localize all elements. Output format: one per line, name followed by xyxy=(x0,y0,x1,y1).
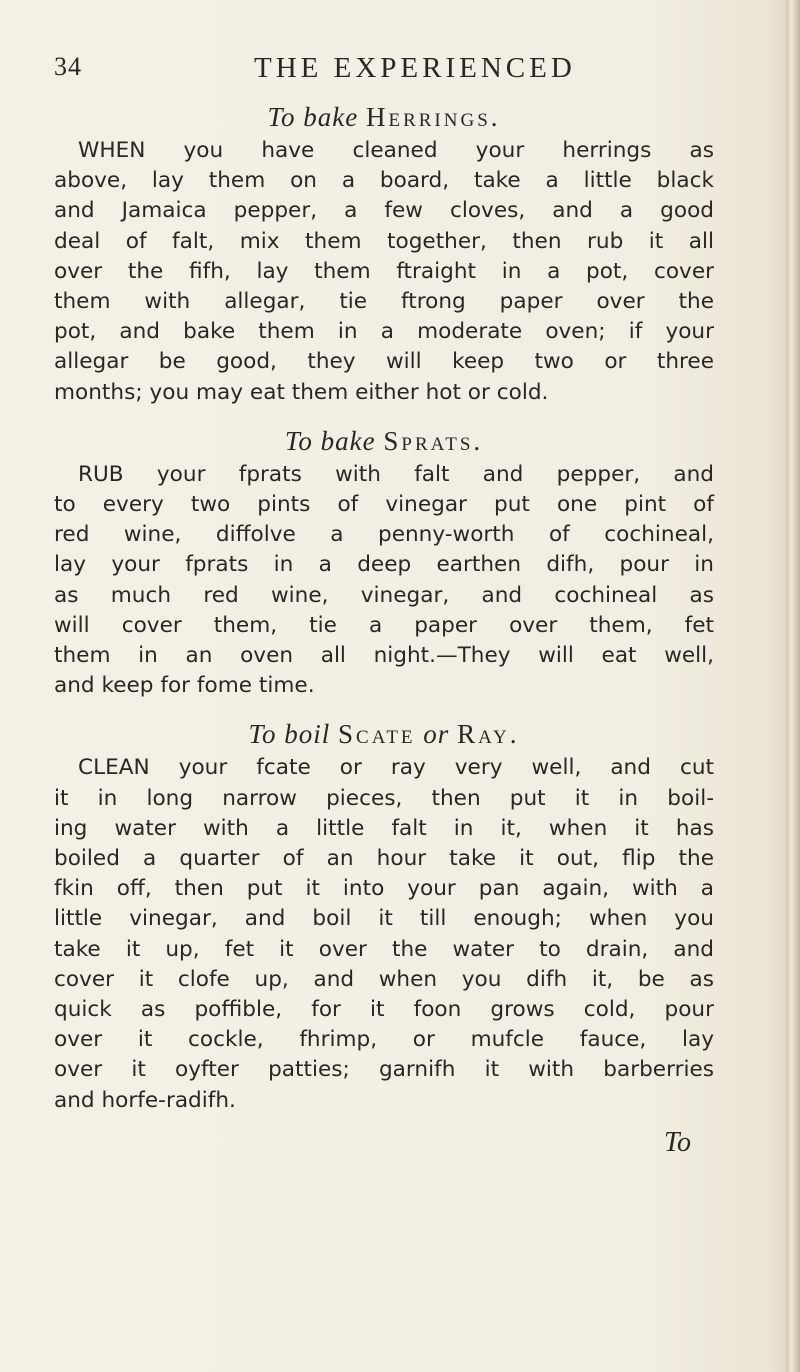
recipe-text-herrings xyxy=(54,136,714,408)
page-number: 34 xyxy=(54,52,82,81)
recipe-title-sprats xyxy=(54,422,714,460)
text-line: as much red wine, vinegar, and cochineal as xyxy=(54,582,714,608)
text-line: over the fifh, lay them ftraight in a pot, cover xyxy=(54,258,714,284)
text-line: little vinegar, and boil it till enough; when you xyxy=(54,906,714,932)
text-line: and Jamaica pepper, a few cloves, and a good xyxy=(54,198,714,224)
text-line: to every two pints of vinegar put one pint of xyxy=(54,492,714,518)
text-line: CLEAN your fcate or ray very well, and cut xyxy=(78,755,714,781)
text-line: boiled a quarter of an hour take it out, flip the xyxy=(54,846,714,872)
recipe-text-scate xyxy=(54,753,714,1115)
text-line: over it oyfter patties; garnifh it with barberries xyxy=(54,1057,714,1083)
catchword: To xyxy=(664,1127,692,1158)
title-prefix: To bake xyxy=(284,425,376,456)
text-line: cover it clofe up, and when you difh it, be as xyxy=(54,966,714,992)
text-line: RUB your fprats with falt and pepper, and xyxy=(78,461,714,487)
text-line: them in an oven all night.—They will eat well, xyxy=(54,643,714,669)
text-line: take it up, fet it over the water to drain, and xyxy=(54,936,714,962)
recipe-text-sprats xyxy=(54,460,714,702)
text-line: fkin off, then put it into your pan again, with a xyxy=(54,876,714,902)
text-line: them with allegar, tie ftrong paper over the xyxy=(54,289,714,315)
title-subject: Scate xyxy=(338,719,416,750)
text-line: quick as poffible, for it foon grows cold, pour xyxy=(54,997,714,1023)
running-head: THE EXPERIENCED xyxy=(254,52,576,84)
text-line: above, lay them on a board, take a little black xyxy=(54,168,714,194)
text-line: over it cockle, fhrimp, or mufcle fauce, lay xyxy=(54,1027,714,1053)
page-body xyxy=(54,98,714,1116)
text-line: and horfe-radifh. xyxy=(54,1087,236,1113)
title-prefix: To boil xyxy=(248,719,331,750)
title-conjunction: or xyxy=(423,719,450,750)
title-subject: Herrings. xyxy=(365,102,501,132)
text-line: deal of falt, mix them together, then rub it all xyxy=(54,228,714,254)
title-prefix: To bake xyxy=(267,102,359,132)
title-subject: Sprats. xyxy=(383,425,484,456)
text-line: ing water with a little falt in it, when it has xyxy=(54,815,714,841)
text-line: and keep for fome time. xyxy=(54,673,315,699)
text-line: lay your fprats in a deep earthen difh, pour in xyxy=(54,552,714,578)
text-line: allegar be good, they will keep two or three xyxy=(54,349,714,375)
page-header xyxy=(54,52,754,92)
text-line: WHEN you have cleaned your herrings as xyxy=(78,138,714,163)
page-edge xyxy=(786,0,800,1372)
recipe-title-herrings xyxy=(54,98,714,136)
text-line: will cover them, tie a paper over them, fet xyxy=(54,612,714,638)
text-line: it in long narrow pieces, then put it in boil- xyxy=(54,785,714,811)
text-line: red wine, diffolve a penny-worth of cochineal, xyxy=(54,522,714,548)
text-line: pot, and bake them in a moderate oven; if your xyxy=(54,319,714,345)
title-subject-alt: Ray. xyxy=(457,719,520,750)
text-line: months; you may eat them either hot or cold. xyxy=(54,379,549,405)
recipe-title-scate xyxy=(54,715,714,753)
